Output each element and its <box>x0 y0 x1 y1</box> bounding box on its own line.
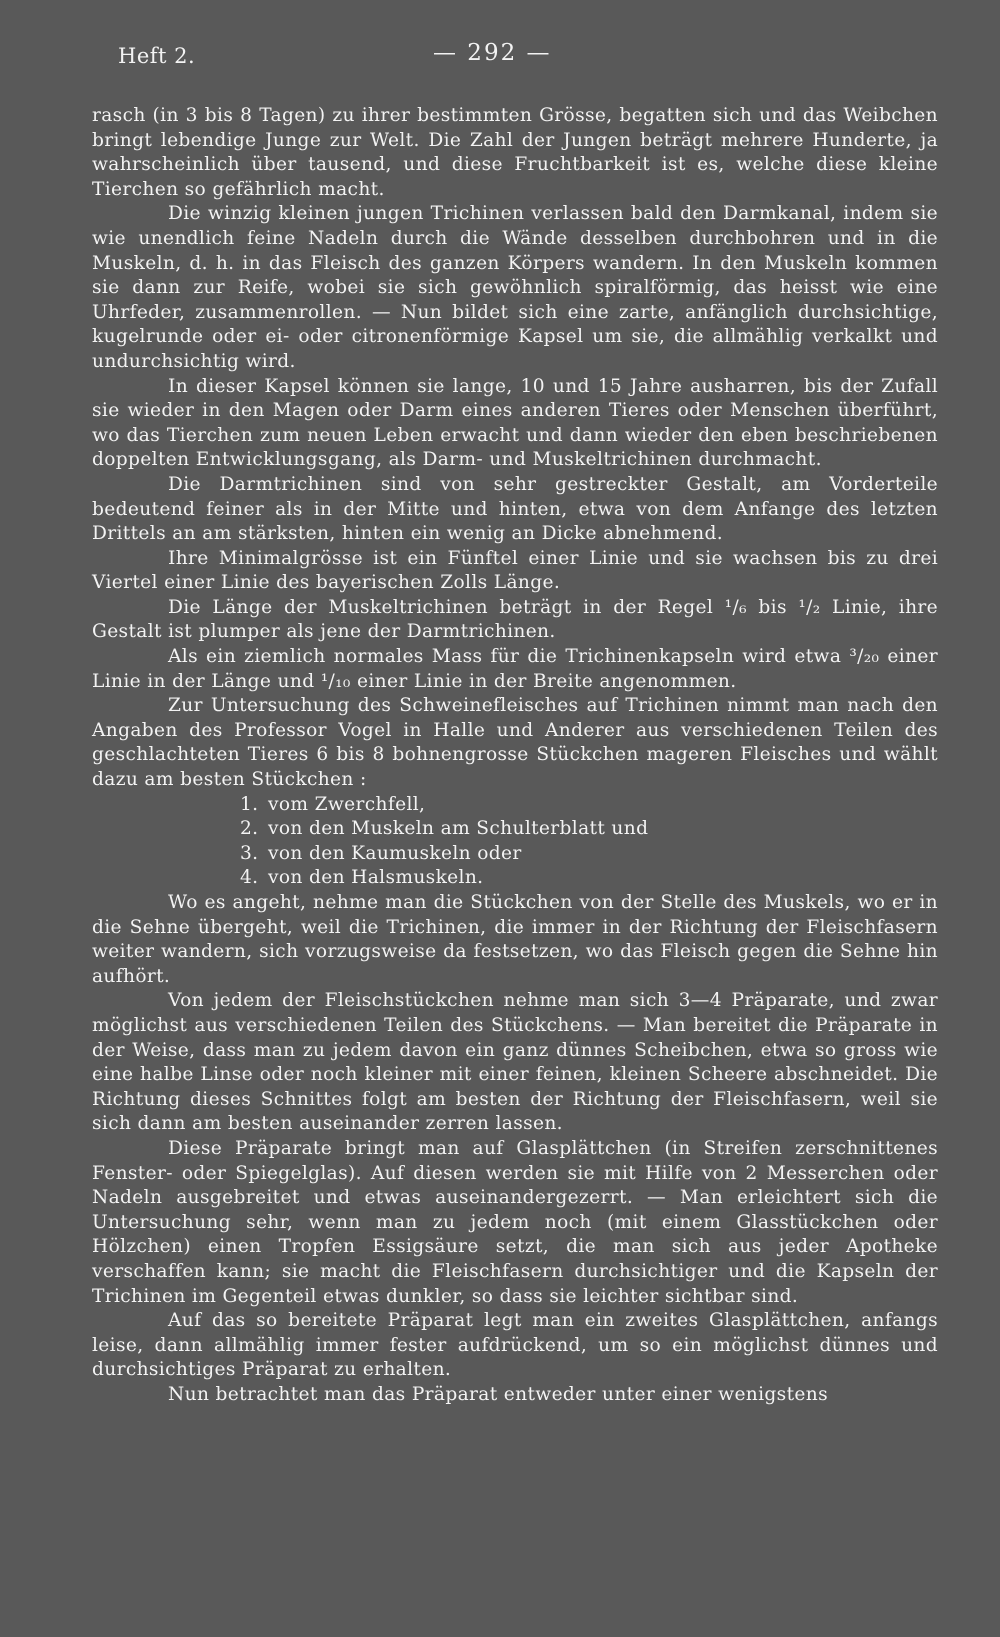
list-text: von den Muskeln am Schulterblatt und <box>268 818 649 840</box>
list-number: 2. <box>240 818 259 840</box>
sample-list <box>92 793 938 891</box>
paragraph: rasch (in 3 bis 8 Tagen) zu ihrer bestimmten Grösse, begatten sich und das Weibchen bringt lebendige Junge zur Welt. Die Zahl der Jungen beträgt mehrere Hunderte, ja wahrscheinlich über tausend, und diese Fruchtbarkeit ist es, welche diese kleine Tierchen so gefährlich macht. <box>92 105 938 200</box>
paragraph: Nun betrachtet man das Präparat entweder unter einer wenigstens <box>168 1383 828 1405</box>
paragraph: Die Darmtrichinen sind von sehr gestreckter Gestalt, am Vorderteile bedeutend feiner als in der Mitte und hinten, etwa von dem Anfange des letzten Drittels an am stärksten, hinten ein wenig an Dicke abnehmend. <box>92 473 938 545</box>
page-number: — 292 — <box>433 40 552 66</box>
list-text: von den Halsmuskeln. <box>268 867 484 889</box>
paragraph: In dieser Kapsel können sie lange, 10 und 15 Jahre ausharren, bis der Zufall sie wieder in den Magen oder Darm eines anderen Tieres oder Menschen überführt, wo das Tierchen zum neuen Leben erwacht und dann wieder den eben beschriebenen doppelten Entwicklungsgang, als Darm- und Muskeltrichinen durchmacht. <box>92 375 938 471</box>
list-text: von den Kaumuskeln oder <box>268 842 522 864</box>
list-item <box>92 793 938 818</box>
list-text: vom Zwerchfell, <box>268 793 426 815</box>
paragraph: Zur Untersuchung des Schweinefleisches auf Trichinen nimmt man nach den Angaben des Professor Vogel in Halle und Anderer aus verschiedenen Teilen des geschlachteten Tieres 6 bis 8 bohnengrosse Stückchen mageren Fleisches und wählt dazu am besten Stückchen : <box>92 695 938 791</box>
list-item <box>92 817 938 842</box>
page-header <box>118 40 940 80</box>
list-number: 3. <box>240 842 259 864</box>
paragraph: Von jedem der Fleischstückchen nehme man sich 3—4 Präparate, und zwar möglichst aus verschiedenen Teilen des Stückchens. — Man bereitet die Präparate in der Weise, dass man zu jedem davon ein ganz dünnes Scheibchen, etwa so gross wie eine halbe Linse oder noch kleiner mit einer feinen, kleinen Scheere abschneidet. Die Richtung dieses Schnittes folgt am besten der Richtung der Fleischfasern, weil sie sich dann am besten auseinander zerren lassen. <box>92 990 938 1135</box>
paragraph: Die Länge der Muskeltrichinen beträgt in der Regel ¹/₆ bis ¹/₂ Linie, ihre Gestalt ist plumper als jene der Darmtrichinen. <box>92 596 938 643</box>
list-number: 1. <box>240 793 259 815</box>
list-item <box>92 866 938 891</box>
paragraph: Ihre Minimalgrösse ist ein Fünftel einer Linie und sie wachsen bis zu drei Viertel einer Linie des bayerischen Zolls Länge. <box>92 547 938 594</box>
issue-label: Heft 2. <box>118 44 196 68</box>
paragraph: Auf das so bereitete Präparat legt man ein zweites Glasplättchen, anfangs leise, dann allmählig immer fester aufdrückend, um so ein möglichst dünnes und durchsichtiges Präparat zu erhalten. <box>92 1310 938 1381</box>
body-text <box>92 104 938 1407</box>
list-number: 4. <box>240 867 259 889</box>
list-item <box>92 842 938 867</box>
paragraph: Diese Präparate bringt man auf Glasplättchen (in Streifen zerschnittenes Fenster- oder Spiegelglas). Auf diesen werden sie mit Hilfe von 2 Messerchen oder Nadeln ausgebreitet und etwas auseinandergezerrt. — Man erleichtert sich die Untersuchung sehr, wenn man zu jedem noch (mit einem Glasstückchen oder Hölzchen) einen Tropfen Essigsäure setzt, die man sich aus jeder Apotheke verschaffen kann; sie macht die Fleischfasern durchsichtiger und die Kapseln der Trichinen im Gegenteil etwas dunkler, so dass sie leichter sichtbar sind. <box>92 1137 938 1307</box>
paragraph: Als ein ziemlich normales Mass für die Trichinenkapseln wird etwa ³/₂₀ einer Linie in der Länge und ¹/₁₀ einer Linie in der Breite angenommen. <box>92 646 938 692</box>
paragraph: Die winzig kleinen jungen Trichinen verlassen bald den Darmkanal, indem sie wie unendlich feine Nadeln durch die Wände desselben durchbohren und in die Muskeln, d. h. in das Fleisch des ganzen Körpers wandern. In den Muskeln kommen sie dann zur Reife, wobei sie sich gewöhnlich spiralförmig, das heisst wie eine Uhrfeder, zusammenrollen. — Nun bildet sich eine zarte, anfänglich durchsichtige, kugelrunde oder ei- oder citronenförmige Kapsel um sie, die allmählig verkalkt und undurchsichtig wird. <box>92 203 938 372</box>
paragraph: Wo es angeht, nehme man die Stückchen von der Stelle des Muskels, wo er in die Sehne übergeht, weil die Trichinen, die immer in der Richtung der Fleischfasern weiter wandern, sich vorzugsweise da festsetzen, wo das Fleisch gegen die Sehne hin aufhört. <box>92 892 938 987</box>
